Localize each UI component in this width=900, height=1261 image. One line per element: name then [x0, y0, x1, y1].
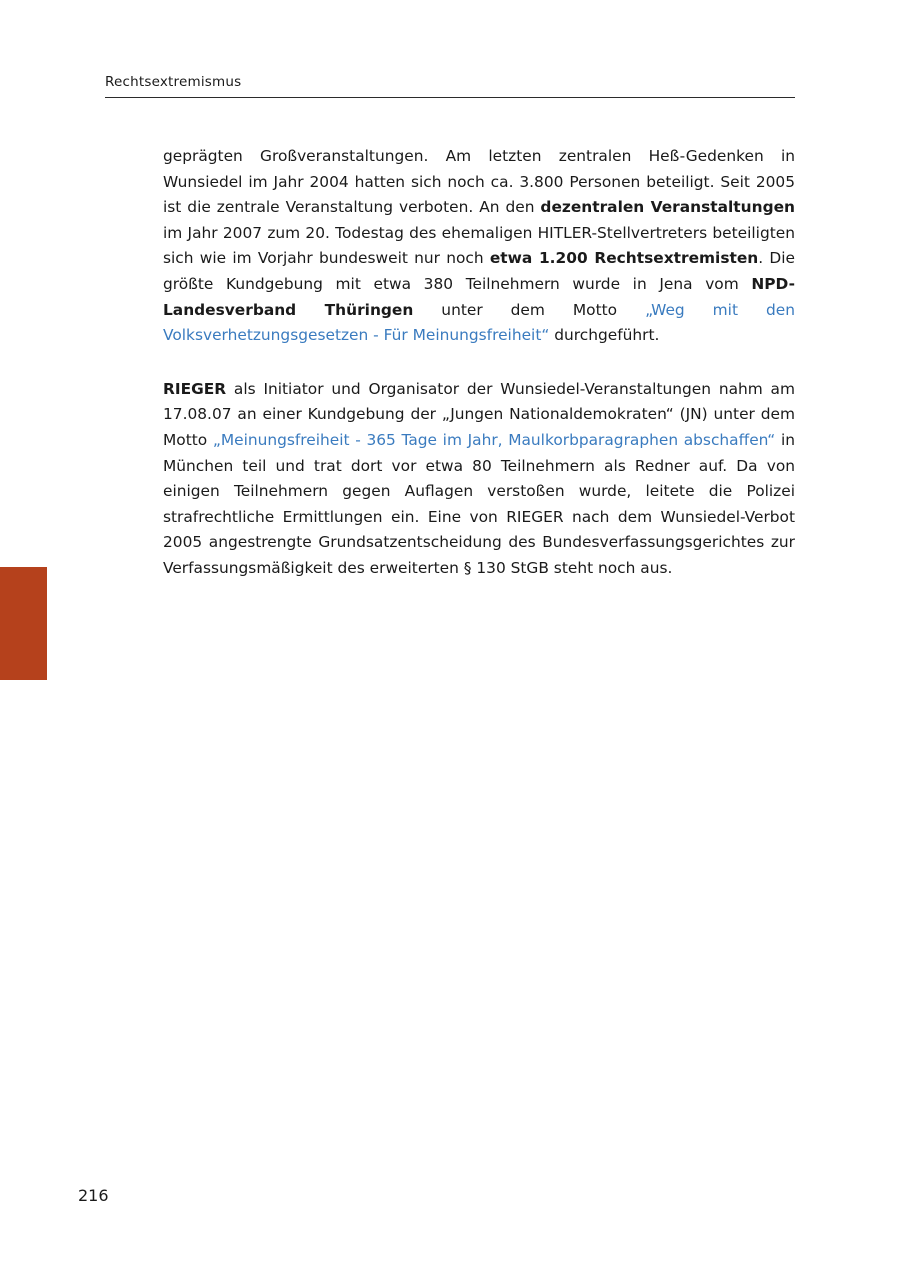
paragraph-text: im Jahr 2007 zum 20. Todestag des ehemaligen HITLER-Stellvertreters beteiligten sich wie im Vorjahr bundesweit nur noch [163, 223, 795, 268]
emphasis-text: dezentralen Veranstaltungen [540, 198, 795, 217]
paragraph-text: als Initiator und Organisator der Wunsiedel-Veranstaltungen nahm am 17.08.07 an einer Kundgebung der „Jungen Nationaldemokraten“ (JN) unter dem Motto [163, 379, 795, 449]
running-header [105, 74, 795, 98]
paragraph-text: geprägten Großveranstaltungen. Am letzten zentralen Heß-Gedenken in Wunsiedel im Jahr 2004 hatten sich noch ca. 3.800 Personen beteiligt. Seit 2005 ist die zentrale Veranstaltung verboten. An den [163, 147, 795, 217]
body-text-column [163, 144, 795, 582]
running-header-title: Rechtsextremismus [105, 74, 242, 90]
body-paragraph [163, 377, 795, 582]
header-divider [105, 97, 795, 98]
margin-thumb-tab [0, 567, 47, 680]
paragraph-text: . Die größte Kundgebung mit etwa 380 Teilnehmern wurde in Jena vom [163, 249, 795, 293]
paragraph-text: in München teil und trat dort vor etwa 80 Teilnehmern als Redner auf. Da von einigen Teilnehmern gegen Auflagen verstoßen wurde, leitete die Polizei strafrechtliche Ermittlungen ein. Eine von RIEGER nach dem Wunsiedel-Verbot 2005 angestrengte Grundsatzentscheidung des Bundesverfassungsgerichtes zur Verfassungsmäßigkeit des erweiterten § 130 StGB steht noch aus. [163, 430, 795, 577]
quoted-slogan: „Weg mit den Volksverhetzungsgesetzen - Für Meinungsfreiheit“ [163, 300, 795, 345]
body-paragraph [163, 144, 795, 349]
paragraph-text: durchgeführt. [549, 326, 660, 345]
page-number: 216 [78, 1186, 109, 1205]
paragraph-text: unter dem Motto [413, 300, 646, 319]
emphasis-text: etwa 1.200 Rechtsextremisten [489, 249, 759, 268]
emphasis-text: NPD-Landesverband Thüringen [163, 274, 795, 319]
emphasis-text: RIEGER [163, 379, 227, 398]
quoted-slogan: „Meinungsfreiheit - 365 Tage im Jahr, Maulkorbparagraphen abschaffen“ [212, 430, 776, 449]
